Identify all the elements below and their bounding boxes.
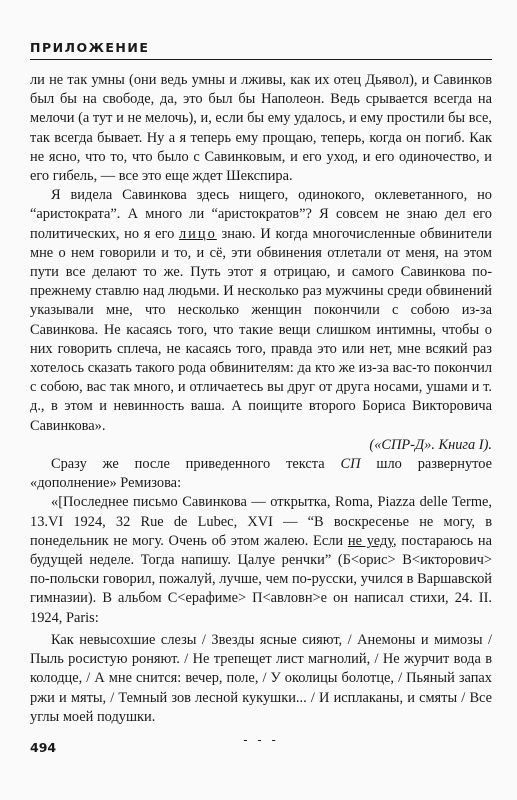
paragraph-4 [30,493,492,627]
poem-paragraph: Как невысохшие слезы / Звезды ясные сияют, / Анемоны и мимозы / Пыль росистую роняют. / Не трепещет лист магнолий, / Не журчит вода в колодце, / А мне снится: вечер, поле, / У околицы болотце, / Пьяный запах ржи и мяты, / Темный зов лесной кукушки... / И исплаканы, и смяты / Все углы моей подушки. [30,631,492,725]
running-header: ПРИЛОЖЕНИЕ [30,40,150,55]
paragraph-4-part-b: , постараюсь на будущей неделе. Тогда напишу. Цалуе ренчки” (Б<орис> В<икторович> по-польски говорил, пожалуй, лучше, чем по-русски, учился в Варшавской гимназии). В альбом С<ерафиме> П<авловн>е он написал стихи, 24. II. 1924, Paris: [30,532,492,626]
paragraph-2-part-b: знаю. И когда многочисленные обвинители мне о нем говорили и то, и сё, эти обвинения отлетали от меня, на этом пути все делают то же. Путь этот я отрицаю, и самого Савинкова по-прежнему ставлю над людьми. И несколько раз мужчины среди обвинений указывали мне, что несколько женщин покончили с собою из-за Савинкова. Не касаясь того, что такие вещи слишком интимны, чтобы о них говорить сплеча, не касаясь того, правда это или нет, мне всякий раз хотелось сказать такого рода обвинителям: да кто же из-за вас-то покончил с собою, вас так много, и отличаетесь вы друг от друга носами, ушами и т. д., в этом и невинность ваша. А поищите второго Бориса Викторовича Савинкова». [30,225,492,434]
header-rule [30,59,492,60]
abbrev-sp: СП [340,456,361,473]
source-citation: («СПР-Д». Книга I). [369,436,492,453]
spaced-word-face: лицо [179,225,217,242]
paragraph-4-part-a: «[Последнее письмо Савинкова — открытка, Roma, Piazza delle Terme, 13.VI 1924, 32 Rue de Lubec, XVI — “В воскресенье не могу, в понедельник не могу. Очень об этом жалею. Если [30,494,492,549]
text-body [30,71,492,750]
paragraph-3-part-b: шло развернутое «дополнение» Ремизова: [30,456,493,492]
page-number: 494 [30,740,57,755]
underlined-phrase: не уеду [347,532,394,549]
paragraph-1: ли не так умны (они ведь умны и лживы, как их отец Дьявол), и Савинков был бы на свободе, да, это был бы Наполеон. Ведь срывается всегда на мелочи (а тут и не мелочь), и, если бы ему удалось, и ему простили бы все, так всегда бывает. Ну а я теперь ему прощаю, теперь, когда он погиб. Как не ясно, что то, что было с Савинковым, и его уход, и его одиночество, и его гибель, — все это еще ждет Шекспира. [30,72,492,185]
paragraph-3-part-a: Сразу же после приведенного текста [51,456,341,473]
paragraph-2-part-a: Я видела Савинкова здесь нищего, одинокого, оклеветанного, но “аристократа”. А много ли “аристократов”? Я совсем не знаю дел его политических, но я его [30,187,492,242]
section-separator: - - - [243,732,279,747]
paragraph-2 [30,186,492,436]
paragraph-3 [30,455,492,493]
